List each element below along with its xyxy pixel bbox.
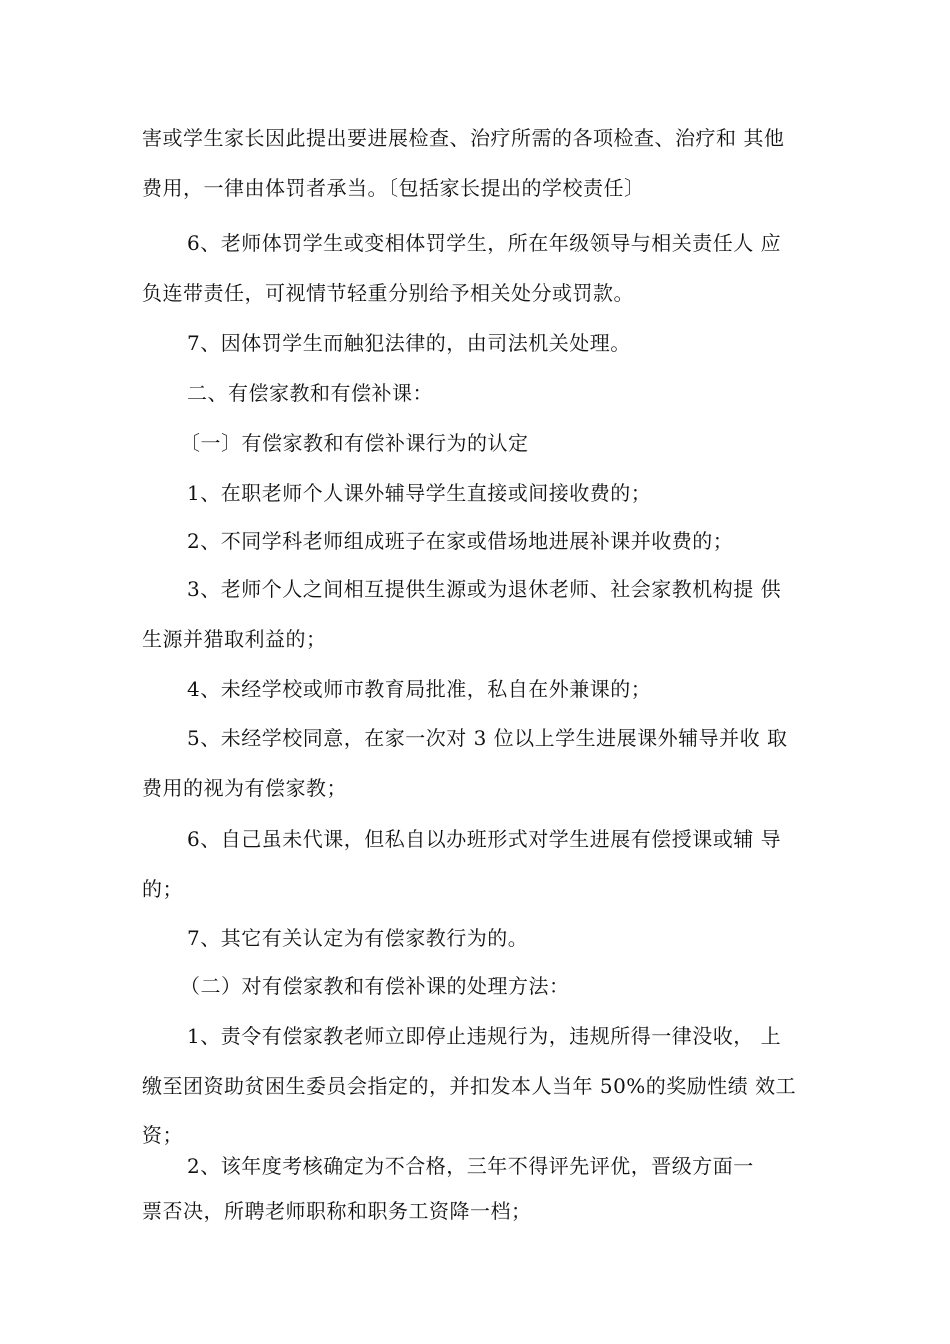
text-line: 费用，一律由体罚者承当。〔包括家长提出的学校责任〕: [142, 176, 645, 200]
text-line: 7、其它有关认定为有偿家教行为的。: [187, 926, 529, 950]
text-line: 2、不同学科老师组成班子在家或借场地进展补课并收费的；: [187, 529, 734, 553]
text-line: 3、老师个人之间相互提供生源或为退休老师、社会家教机构提 供: [187, 577, 782, 601]
text-line: 6、自己虽未代课，但私自以办班形式对学生进展有偿授课或辅 导: [187, 827, 782, 851]
text-line: 的；: [142, 877, 183, 901]
subsection-heading: 〔一〕有偿家教和有偿补课行为的认定: [180, 431, 529, 455]
text-line: 负连带责任，可视情节轻重分别给予相关处分或罚款。: [142, 281, 634, 305]
text-line: 2、该年度考核确定为不合格，三年不得评先评优，晋级方面一: [187, 1154, 754, 1178]
text-line: 4、未经学校或师市教育局批准，私自在外兼课的；: [187, 677, 652, 701]
text-line: 资；: [142, 1123, 183, 1147]
text-line: 5、未经学校同意，在家一次对 3 位以上学生进展课外辅导并收 取: [187, 726, 788, 750]
subsection-heading: （二）对有偿家教和有偿补课的处理方法：: [180, 974, 570, 998]
text-line: 6、老师体罚学生或变相体罚学生，所在年级领导与相关责任人 应: [187, 231, 782, 255]
text-line: 7、因体罚学生而触犯法律的，由司法机关处理。: [187, 331, 631, 355]
text-line: 费用的视为有偿家教；: [142, 776, 347, 800]
text-line: 生源并猎取利益的；: [142, 627, 327, 651]
text-line: 害或学生家长因此提出要进展检查、治疗所需的各项检查、治疗和 其他: [142, 126, 785, 150]
section-heading: 二、有偿家教和有偿补课：: [187, 381, 433, 405]
text-line: 票否决，所聘老师职称和职务工资降一档；: [142, 1199, 532, 1223]
text-line: 1、在职老师个人课外辅导学生直接或间接收费的；: [187, 481, 652, 505]
text-line: 1、责令有偿家教老师立即停止违规行为，违规所得一律没收， 上: [187, 1024, 782, 1048]
text-line: 缴至团资助贫困生委员会指定的，并扣发本人当年 50%的奖励性绩 效工: [142, 1074, 797, 1098]
